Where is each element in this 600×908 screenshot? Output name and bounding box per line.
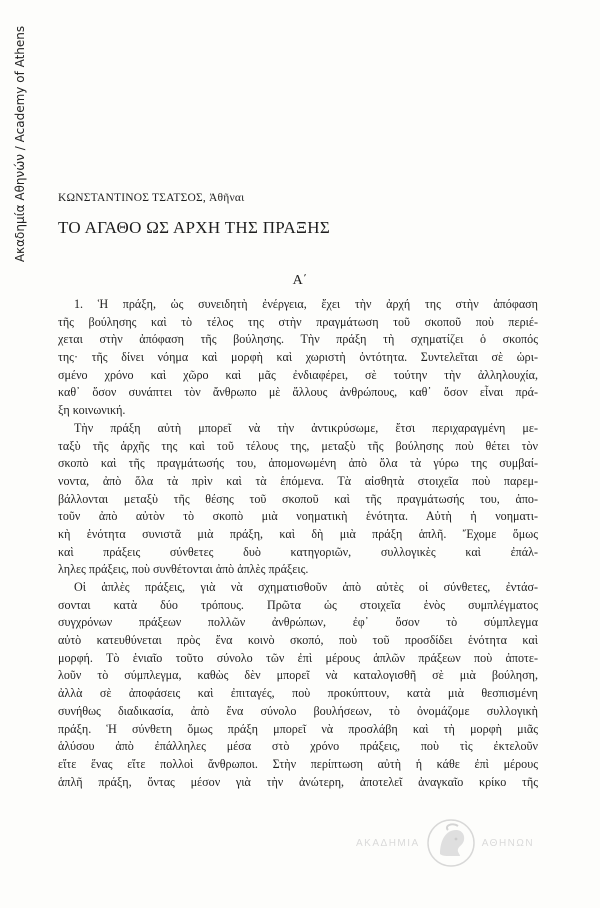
- text-line: μορφή. Τὸ ἑνιαῖο τοῦτο σύνολο τῶν ἐπὶ μέρους ἁπλῶν πράξεων ποὺ ἀποτε-: [58, 650, 538, 665]
- text-line: ἁλύσου ἀπὸ ἐπάλληλες μέσα στὸ χρόνο πράξεις, ποὺ τὶς ἐκτελοῦν: [58, 739, 538, 754]
- text-line: 1. Ἡ πράξη, ὡς συνειδητὴ ἐνέργεια, ἔχει τὴν ἀρχή της στὴν ἀπόφαση: [74, 297, 538, 311]
- text-line: συγχρόνων πράξεων πολλῶν ἀνθρώπων, ἐφ᾿ ὅσον τὸ σύμπλεγμα: [58, 615, 538, 630]
- text-line: της· τῆς δίνει νόημα καὶ μορφὴ καὶ χωριστὴ ὀντότητα. Συντελεῖται σὲ ὡρι-: [58, 350, 538, 365]
- text-line: καθ᾿ ὅσον συνάπτει τὸν ἄνθρωπο μὲ ἄλλους ἀνθρώπους, καθ᾿ ὅσον εἶναι πρά-: [58, 385, 538, 400]
- text-line: πράξη. Ἡ σύνθετη ὅμως πράξη μπορεῖ νὰ προσλάβη καὶ τὴ μορφὴ μιᾶς: [58, 721, 538, 736]
- article-body: [58, 296, 538, 791]
- text-line: αὐτὸ κατευθύνεται πρὸς ἕνα κοινὸ σκοπό, ποὺ τοῦ προσδίδει ἑνότητα καὶ: [58, 633, 538, 648]
- watermark-right-text: ΑΘΗΝΩΝ: [481, 837, 535, 849]
- text-line: καὶ πράξεις σύνθετες δυὸ κατηγοριῶν, συλλογικὲς καὶ ἐπάλ-: [58, 544, 538, 559]
- text-line: χεται στὴν ἀπόφαση τῆς βούλησης. Τὴν πράξη τὴ σχηματίζει ὁ σκοπός: [58, 332, 538, 347]
- text-line: τοῦν ἀπὸ αὐτὸν τὸ σκοπὸ μιὰ νοηματικὴ ἑνότητα. Αὐτὴ ἡ νοηματι-: [58, 509, 538, 524]
- text-line: νοντα, ἀπὸ ὅλα τὰ πρὶν καὶ τὰ ἑπόμενα. Τὰ αἰσθητὰ στοιχεῖα ποὺ παρεμ-: [58, 473, 538, 488]
- author-line: ΚΩΝΣΤΑΝΤΙΝΟΣ ΤΣΑΤΣΟΣ, Ἀθῆναι: [58, 192, 245, 204]
- text-line: βάλλονται μεταξὺ τῆς θέσης τοῦ σκοποῦ καὶ τῆς πραγμάτωσής του, ἀπο-: [58, 491, 538, 506]
- text-line: κὴ ἑνότητα συνιστᾶ μιὰ πράξη, καὶ δὴ μιὰ πράξη ἁπλῆ. Ἔχομε ὅμως: [58, 526, 538, 541]
- text-line: τῆς βούλησης καὶ τὸ τέλος της στὴν πραγμάτωση τοῦ σκοποῦ ποὺ περιέ-: [58, 314, 538, 329]
- text-line: ἁπλῆ πράξη, ὄντας μέσον γιὰ τὴν ἀνώτερη, ἀποτελεῖ ἀναγκαῖο κρίκο τῆς: [58, 774, 538, 789]
- watermark-left-text: ΑΚΑΔΗΜΙΑ: [356, 837, 420, 849]
- section-heading: Α΄: [292, 273, 308, 288]
- text-line: ἀλλὰ σὲ ἀποφάσεις καὶ ἐπιταγές, ποὺ προκύπτουν, κατὰ μιὰ θεσπισμένη: [58, 686, 538, 701]
- text-line: ληλες πράξεις, ποὺ συνθέτονται ἀπὸ ἁπλὲς πράξεις.: [58, 562, 309, 577]
- academy-watermark: [356, 818, 534, 868]
- text-line: συνήθως διαδικασία, ἀπὸ ἕνα σύνολο βουλήσεων, τὸ ὀνομάζομε συλλογικὴ: [58, 703, 538, 718]
- archive-side-label: Ακαδημία Αθηνών / Academy of Athens: [13, 25, 27, 263]
- text-line: ξη κοινωνική.: [58, 403, 126, 418]
- athena-head-emblem-icon: [426, 818, 476, 868]
- text-line: Οἱ ἁπλὲς πράξεις, γιὰ νὰ σχηματισθοῦν ἀπὸ αὐτὲς οἱ σύνθετες, ἐντάσ-: [74, 580, 538, 594]
- text-line: σονται κατὰ δύο τρόπους. Πρῶτα ὡς στοιχεῖα ἑνὸς συμπλέγματος: [58, 597, 538, 612]
- text-line: σκοπὸ καὶ τῆς πραγμάτωσής του, ἀπομονωμένη ἀπὸ ὅλα τὰ γύρω της συμβαί-: [58, 456, 538, 471]
- text-line: σμένο χρόνο καὶ χῶρο καὶ μᾶς ἐνδιαφέρει, σὲ τούτην τὴν ἀλληλουχία,: [58, 367, 538, 382]
- text-line: ταξὺ τῆς ἀρχῆς της καὶ τοῦ τέλους της, μεταξὺ τῆς βούλησης ποὺ θέτει τὸν: [58, 438, 538, 453]
- text-line: Τὴν πράξη αὐτὴ μπορεῖ νὰ τὴν ἀντικρύσωμε, ἔτσι περιχαραγμένη με-: [74, 420, 538, 435]
- article-title: ΤΟ ΑΓΑΘΟ ΩΣ ΑΡΧΗ ΤΗΣ ΠΡΑΞΗΣ: [58, 218, 331, 237]
- text-line: εἴτε ἕνας εἴτε πολλοὶ ἄνθρωποι. Στὴν περίπτωση αὐτὴ ἡ κάθε ἐπὶ μέρους: [58, 756, 538, 771]
- text-line: λοῦν τὸ σύμπλεγμα, καθὼς δὲν μπορεῖ νὰ καταλογισθῆ σὲ μιὰ βούληση,: [58, 668, 538, 683]
